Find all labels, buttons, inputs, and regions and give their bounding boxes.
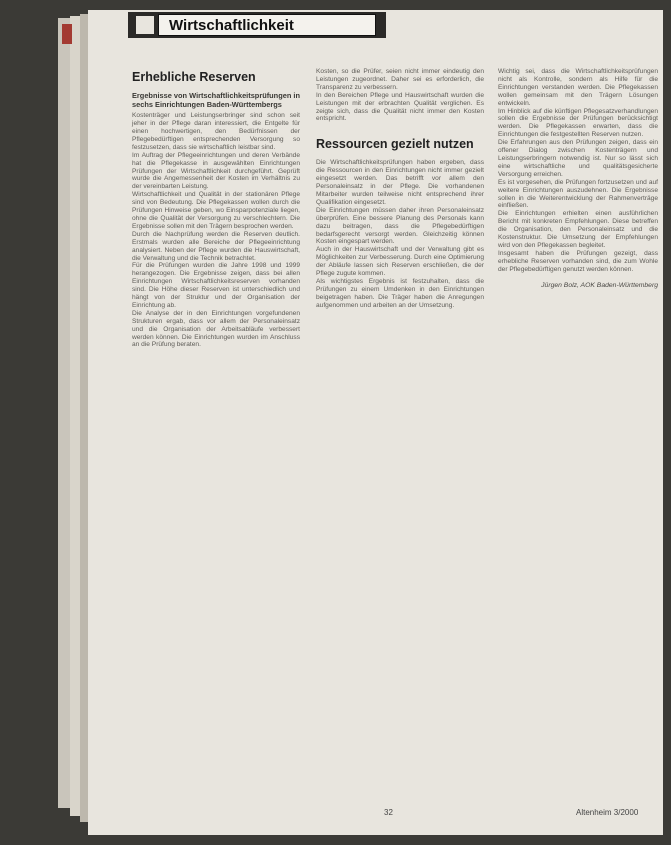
- column-2-body-bottom: [316, 159, 484, 309]
- column-1-body: [132, 112, 300, 349]
- article-subtitle: Ergebnisse von Wirtschaftlichkeitsprüfungen in sechs Einrichtungen Baden-Württembergs: [132, 91, 300, 109]
- author-byline: Jürgen Bolz, AOK Baden-Württemberg: [541, 281, 658, 289]
- page-edge-stack: [80, 14, 88, 822]
- magazine-page: [88, 10, 663, 835]
- column-2-body-top: [316, 68, 484, 123]
- paragraph: In den Bereichen Pflege und Hauswirtschaft wurden die Leistungen mit der erbrachten Qualität verglichen. Es zeigte sich, dass die Qualität nicht immer den Kosten entspricht.: [316, 91, 484, 123]
- paragraph: Für die Prüfungen wurden die Jahre 1998 und 1999 herangezogen. Die Ergebnisse zeigen, dass bei allen Einrichtungen Wirtschaftlichkeitsreserven vorhanden sind. Die Höhe dieser Reserven ist unterschiedlich und hängt von der Struktur und der Organisation der Einrichtung ab.: [132, 262, 300, 309]
- paragraph: Die Einrichtungen erhielten einen ausführlichen Bericht mit konkreten Empfehlungen. Diese betreffen die Organisation, den Personaleinsatz und die Kostenstruktur. Die Umsetzung der Empfehlungen wird von den Pflegekassen begleitet.: [498, 210, 658, 249]
- paragraph: Kosten, so die Prüfer, seien nicht immer eindeutig den Leistungen zugeordnet. Daher sei es erforderlich, die Transparenz zu verbessern.: [316, 68, 484, 91]
- article-title: Erhebliche Reserven: [132, 70, 256, 84]
- paragraph: Kostenträger und Leistungserbringer sind schon seit jeher in der Pflege daran interessiert, die Entgelte für einen hochwertigen, den Bedürfnissen der Pflegebedürftigen entsprechenden Versorgung so festzusetzen, dass sie wirtschaftlich leistbar sind.: [132, 112, 300, 151]
- paragraph: Als wichtigstes Ergebnis ist festzuhalten, dass die Prüfungen zu einem Umdenken in den Einrichtungen beigetragen haben. Die Träger haben die Anregungen aufgenommen und arbeiten an der Umsetzung.: [316, 277, 484, 309]
- paragraph: Im Auftrag der Pflegeeinrichtungen und deren Verbände hat die Pflegekasse in ausgewählten Einrichtungen Prüfungen der Wirtschaftlichkeit durchgeführt. Geprüft wurde die Angemessenheit der Kosten im Verhältnis zu der vereinbarten Leistung.: [132, 151, 300, 191]
- paragraph: Die Analyse der in den Einrichtungen vorgefundenen Strukturen ergab, dass vor allem der Personaleinsatz und die Organisation der Arbeitsabläufe verbessert werden können. Die Einrichtungen wurden im Anschluss an die Prüfung beraten.: [132, 309, 300, 349]
- page-edge-stack: [58, 18, 70, 808]
- column-3: [498, 68, 658, 289]
- paragraph: Es ist vorgesehen, die Prüfungen fortzusetzen und auf weitere Einrichtungen auszudehnen. Die Ergebnisse sollen in die Weiterentwicklung der Rahmenverträge einfließen.: [498, 178, 658, 210]
- bookmark-tab: [62, 24, 72, 44]
- paragraph: Wirtschaftlichkeit und Qualität in der stationären Pflege sind von Bedeutung. Die Pflegekassen wollen durch die Prüfungen Hinweise geben, wo Einsparpotenziale liegen, ohne die Qualität der Versorgung zu verschlechtern. Die Ergebnisse sollen mit den Trägern besprochen werden.: [132, 191, 300, 230]
- paragraph: Insgesamt haben die Prüfungen gezeigt, dass erhebliche Reserven vorhanden sind, die zum Wohle der Pflegebedürftigen genutzt werden können.: [498, 249, 658, 273]
- paragraph: Durch die Nachprüfung werden die Reserven deutlich. Erstmals wurden alle Bereiche der Pflegeeinrichtung analysiert. Neben der Pflege wurden die Hauswirtschaft, die Verwaltung und die Technik betrachtet.: [132, 230, 300, 262]
- page-number: 32: [384, 808, 393, 817]
- section-label: Wirtschaftlichkeit: [158, 14, 376, 36]
- header-square: [136, 16, 154, 34]
- paragraph: Im Hinblick auf die künftigen Pflegesatzverhandlungen sollen die Ergebnisse der Prüfungen berücksichtigt werden. Die Pflegekassen erwarten, dass die Einrichtungen die festgestellten Reserven nutzen.: [498, 107, 658, 139]
- magazine-issue: Altenheim 3/2000: [576, 808, 639, 817]
- page-edge-stack: [70, 16, 80, 816]
- paragraph: Die Erfahrungen aus den Prüfungen zeigen, dass ein offener Dialog zwischen Kostenträgern und Leistungserbringern notwendig ist. Nur so lässt sich eine wirtschaftliche und qualitätsgesicherte Versorgung erreichen.: [498, 139, 658, 178]
- paragraph: Die Wirtschaftlichkeitsprüfungen haben ergeben, dass die Ressourcen in den Einrichtungen nicht immer gezielt eingesetzt werden. Das betrifft vor allem den Personaleinsatz in der Pflege. Die vorhandenen Mitarbeiter wurden teilweise nicht entsprechend ihrer Qualifikation eingesetzt.: [316, 159, 484, 206]
- paragraph: Die Einrichtungen müssen daher ihren Personaleinsatz überprüfen. Eine bessere Planung des Personals kann dazu beitragen, dass die Pflegebedürftigen bedarfsgerecht versorgt werden. Gleichzeitig können Kosten eingespart werden.: [316, 206, 484, 246]
- column-3-body: [498, 68, 658, 274]
- section-title: Ressourcen gezielt nutzen: [316, 137, 474, 152]
- paragraph: Wichtig sei, dass die Wirtschaftlichkeitsprüfungen nicht als Kontrolle, sondern als Hilfe für die Einrichtungen verstanden werden. Die Pflegekassen wollen gemeinsam mit den Trägern Lösungen entwickeln.: [498, 68, 658, 107]
- column-2: [316, 68, 484, 310]
- paragraph: Auch in der Hauswirtschaft und der Verwaltung gibt es Möglichkeiten zur Verbesserung. Durch eine Optimierung der Abläufe lassen sich Reserven erschließen, die der Pflege zugute kommen.: [316, 246, 484, 278]
- column-1: [132, 70, 300, 349]
